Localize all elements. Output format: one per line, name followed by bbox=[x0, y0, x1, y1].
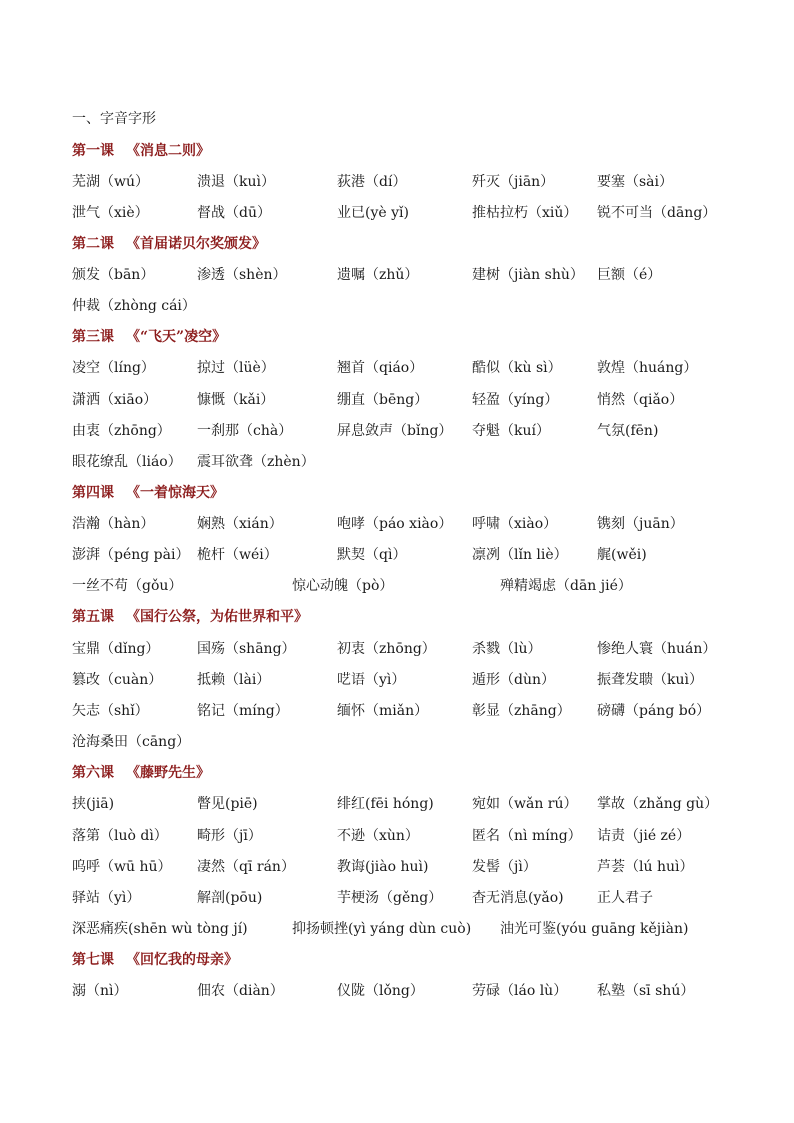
lesson-title: 《消息二则》 bbox=[126, 143, 210, 159]
vocab-item: 震耳欲聋（zhèn） bbox=[197, 454, 315, 470]
vocab-item: 抑扬顿挫(yì yáng dùn cuò) bbox=[292, 921, 472, 937]
vocab-item: 芋梗汤（gěng） bbox=[337, 890, 443, 906]
lesson-title: 《国行公祭，为佑世界和平》 bbox=[126, 609, 308, 625]
vocab-item: 督战（dū） bbox=[197, 205, 271, 221]
vocab-item: 巨额（é） bbox=[597, 267, 662, 283]
lesson-number: 第五课 bbox=[72, 609, 114, 625]
vocab-item: 宛如（wǎn rú） bbox=[472, 796, 578, 812]
vocab-item: 芜湖（wú） bbox=[72, 174, 149, 190]
vocab-item: 荻港（dí） bbox=[337, 174, 407, 190]
vocab-item: 惨绝人寰（huán） bbox=[597, 641, 717, 657]
lesson-heading bbox=[72, 606, 308, 628]
vocab-item: 杀戮（lù） bbox=[472, 641, 542, 657]
vocab-item: 渗透（shèn） bbox=[197, 267, 287, 283]
vocab-item: 眼花缭乱（liáo） bbox=[72, 454, 182, 470]
lesson-heading bbox=[72, 233, 266, 255]
vocab-item: 建树（jiàn shù） bbox=[472, 267, 584, 283]
vocab-item: 篡改（cuàn） bbox=[72, 672, 163, 688]
lesson-title: 《一着惊海天》 bbox=[126, 485, 224, 501]
vocab-item: 殚精竭虑（dān jié） bbox=[500, 578, 632, 594]
lesson-title: 《回忆我的母亲》 bbox=[126, 952, 238, 968]
vocab-item: 镌刻（juān） bbox=[597, 516, 684, 532]
vocab-item: 诘责（jié zé） bbox=[597, 828, 691, 844]
vocab-item: 遁形（dùn） bbox=[472, 672, 555, 688]
vocab-item: 掠过（lüè） bbox=[197, 360, 275, 376]
vocab-item: 解剖(pōu) bbox=[197, 890, 263, 906]
lesson-heading bbox=[72, 762, 210, 784]
vocab-item: 匿名（nì míng） bbox=[472, 828, 582, 844]
vocab-item: 芦荟（lú huì） bbox=[597, 859, 694, 875]
vocab-item: 浩瀚（hàn） bbox=[72, 516, 155, 532]
vocab-item: 酷似（kù sì） bbox=[472, 360, 562, 376]
vocab-item: 澎湃（péng pài） bbox=[72, 547, 190, 563]
vocab-item: 呓语（yì） bbox=[337, 672, 406, 688]
vocab-item: 娴熟（xián） bbox=[197, 516, 283, 532]
vocab-item: 咆哮（páo xiào） bbox=[337, 516, 453, 532]
vocab-item: 凛冽（lǐn liè） bbox=[472, 547, 568, 563]
vocab-item: 绯红(fēi hóng) bbox=[337, 796, 434, 812]
vocab-item: 落第（luò dì） bbox=[72, 828, 168, 844]
vocab-item: 呜呼（wū hū） bbox=[72, 859, 172, 875]
vocab-item: 溃退（kuì） bbox=[197, 174, 275, 190]
vocab-item: 教诲(jiào huì) bbox=[337, 859, 429, 875]
vocab-item: 要塞（sài） bbox=[597, 174, 674, 190]
vocab-item: 屏息敛声（bǐng） bbox=[337, 423, 453, 439]
vocab-item: 畸形（jī） bbox=[197, 828, 262, 844]
vocab-item: 发髻（jì） bbox=[472, 859, 537, 875]
vocab-item: 悄然（qiǎo） bbox=[597, 392, 684, 408]
vocab-item: 慷慨（kǎi） bbox=[197, 392, 275, 408]
vocab-item: 呼啸（xiào） bbox=[472, 516, 558, 532]
vocab-item: 锐不可当（dāng） bbox=[597, 205, 717, 221]
vocab-item: 推枯拉朽（xiǔ） bbox=[472, 205, 578, 221]
vocab-item: 初衷（zhōng） bbox=[337, 641, 436, 657]
lesson-number: 第四课 bbox=[72, 485, 114, 501]
lesson-title: 《藤野先生》 bbox=[126, 765, 210, 781]
vocab-item: 不逊（xùn） bbox=[337, 828, 419, 844]
vocab-item: 私塾（sī shú） bbox=[597, 983, 695, 999]
lesson-number: 第七课 bbox=[72, 952, 114, 968]
vocab-item: 挟(jiā) bbox=[72, 796, 115, 812]
vocab-item: 正人君子 bbox=[597, 890, 653, 906]
vocab-item: 敦煌（huáng） bbox=[597, 360, 698, 376]
vocab-item: 一丝不苟（gǒu） bbox=[72, 578, 183, 594]
vocab-item: 气氛(fēn) bbox=[597, 423, 659, 439]
vocab-item: 桅杆（wéi） bbox=[197, 547, 278, 563]
vocab-item: 歼灭（jiān） bbox=[472, 174, 555, 190]
lesson-heading bbox=[72, 140, 210, 162]
vocab-item: 铭记（míng） bbox=[197, 703, 289, 719]
vocab-item: 宝鼎（dǐng） bbox=[72, 641, 160, 657]
vocab-item: 抵赖（lài） bbox=[197, 672, 271, 688]
vocab-item: 惊心动魄（pò） bbox=[292, 578, 394, 594]
vocab-item: 油光可鉴(yóu guāng kějiàn) bbox=[500, 921, 689, 937]
vocab-item: 缅怀（miǎn） bbox=[337, 703, 429, 719]
lesson-heading bbox=[72, 326, 226, 348]
vocab-item: 泄气（xiè） bbox=[72, 205, 149, 221]
vocab-item: 轻盈（yíng） bbox=[472, 392, 559, 408]
vocab-item: 佃农（diàn） bbox=[197, 983, 284, 999]
lesson-title: 《“飞天”凌空》 bbox=[126, 329, 227, 345]
vocab-item: 杳无消息(yǎo) bbox=[472, 890, 564, 906]
lesson-title: 《首届诺贝尔奖颁发》 bbox=[126, 236, 266, 252]
vocab-item: 掌故（zhǎng gù） bbox=[597, 796, 719, 812]
vocab-item: 驿站（yì） bbox=[72, 890, 141, 906]
vocab-item: 艉(wěi) bbox=[597, 547, 647, 563]
vocab-item: 沧海桑田（cāng） bbox=[72, 734, 191, 750]
vocab-item: 默契（qì） bbox=[337, 547, 407, 563]
vocab-item: 颁发（bān） bbox=[72, 267, 155, 283]
vocab-item: 深恶痛疾(shēn wù tòng jí) bbox=[72, 921, 248, 937]
vocab-item: 一刹那（chà） bbox=[197, 423, 293, 439]
section-heading: 一、字音字形 bbox=[72, 111, 156, 127]
lesson-number: 第二课 bbox=[72, 236, 114, 252]
vocab-item: 凄然（qī rán） bbox=[197, 859, 295, 875]
vocab-item: 绷直（bēng） bbox=[337, 392, 429, 408]
vocab-item: 振聋发聩（kuì） bbox=[597, 672, 703, 688]
vocab-item: 遗嘱（zhǔ） bbox=[337, 267, 419, 283]
vocab-item: 劳碌（láo lù） bbox=[472, 983, 568, 999]
lesson-number: 第六课 bbox=[72, 765, 114, 781]
lesson-heading bbox=[72, 482, 224, 504]
vocab-item: 矢志（shǐ） bbox=[72, 703, 149, 719]
lesson-number: 第三课 bbox=[72, 329, 114, 345]
vocab-item: 凌空（líng） bbox=[72, 360, 155, 376]
vocab-item: 瞥见(piē) bbox=[197, 796, 258, 812]
vocab-item: 国殇（shāng） bbox=[197, 641, 296, 657]
vocab-item: 彰显（zhāng） bbox=[472, 703, 571, 719]
vocab-item: 仪陇（lǒng） bbox=[337, 983, 424, 999]
lesson-heading bbox=[72, 949, 238, 971]
vocab-item: 由衷（zhōng） bbox=[72, 423, 171, 439]
vocab-item: 业已(yè yǐ) bbox=[337, 205, 409, 221]
vocab-item: 溺（nì） bbox=[72, 983, 128, 999]
vocab-item: 仲裁（zhòng cái） bbox=[72, 298, 196, 314]
vocab-item: 夺魁（kuí） bbox=[472, 423, 550, 439]
vocab-item: 磅礴（páng bó） bbox=[597, 703, 711, 719]
vocab-item: 潇洒（xiāo） bbox=[72, 392, 158, 408]
lesson-number: 第一课 bbox=[72, 143, 114, 159]
vocab-item: 翘首（qiáo） bbox=[337, 360, 424, 376]
